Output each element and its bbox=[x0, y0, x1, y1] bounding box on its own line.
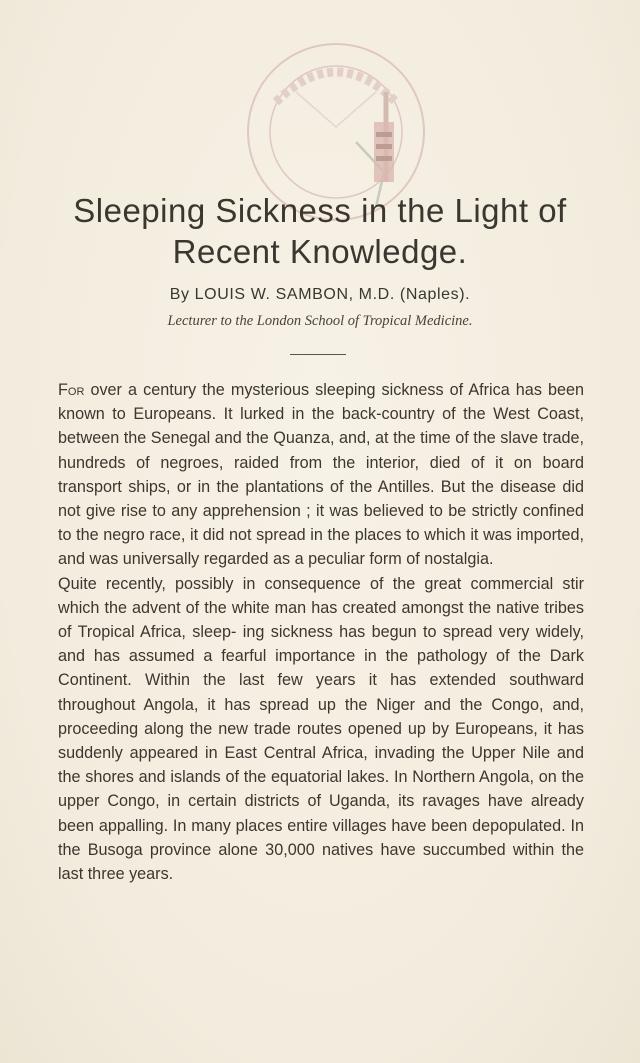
author-byline: By LOUIS W. SAMBON, M.D. (Naples). bbox=[169, 286, 471, 303]
article-body bbox=[58, 378, 584, 886]
body-paragraph-2: Quite recently, possibly in consequence of the great commercial stir which the advent of the white man has created amongst the native tribes of Tropical Africa, sleep- ing sickness has begun to spread very widely, and has assumed a fearful importance in the pathology of the Dark Continent. Within the last few years it has extended southward throughout Angola, it has spread up the Niger and the Congo, and, proceeding along the new trade routes opened up by Europeans, it has suddenly appeared in East Central Africa, invading the Upper Nile and the shores and islands of the equatorial lakes. In Northern Angola, on the upper Congo, in certain districts of Uganda, its ravages have already been appalling. In many places entire villages have been depopulated. In the Busoga province alone 30,000 natives have succumbed within the last three years. bbox=[58, 574, 584, 884]
section-divider bbox=[290, 354, 346, 355]
article-title-line-2: Recent Knowledge. bbox=[172, 233, 468, 270]
paragraph-1-text: over a century the mysterious sleeping sickness of Africa has been known to Europeans. It lurked in the back-country of the West Coast, between the Senegal and the Quanza, and, at the time of the slave trade, hundreds of negroes, raided from the interior, died of it on board transport ships, or in the plantations of the Antilles. But the disease did not give rise to any apprehension ; it was believed to be strictly confined to the negro race, it did not spread in the places to which it was imported, and was universally regarded as a peculiar form of nostalgia. bbox=[58, 381, 584, 569]
paragraph-lead-word: For bbox=[58, 381, 85, 399]
article-title-line-1: Sleeping Sickness in the Light of bbox=[73, 192, 567, 229]
body-paragraph-1 bbox=[58, 378, 584, 572]
author-affiliation: Lecturer to the London School of Tropical Medicine. bbox=[167, 313, 473, 329]
